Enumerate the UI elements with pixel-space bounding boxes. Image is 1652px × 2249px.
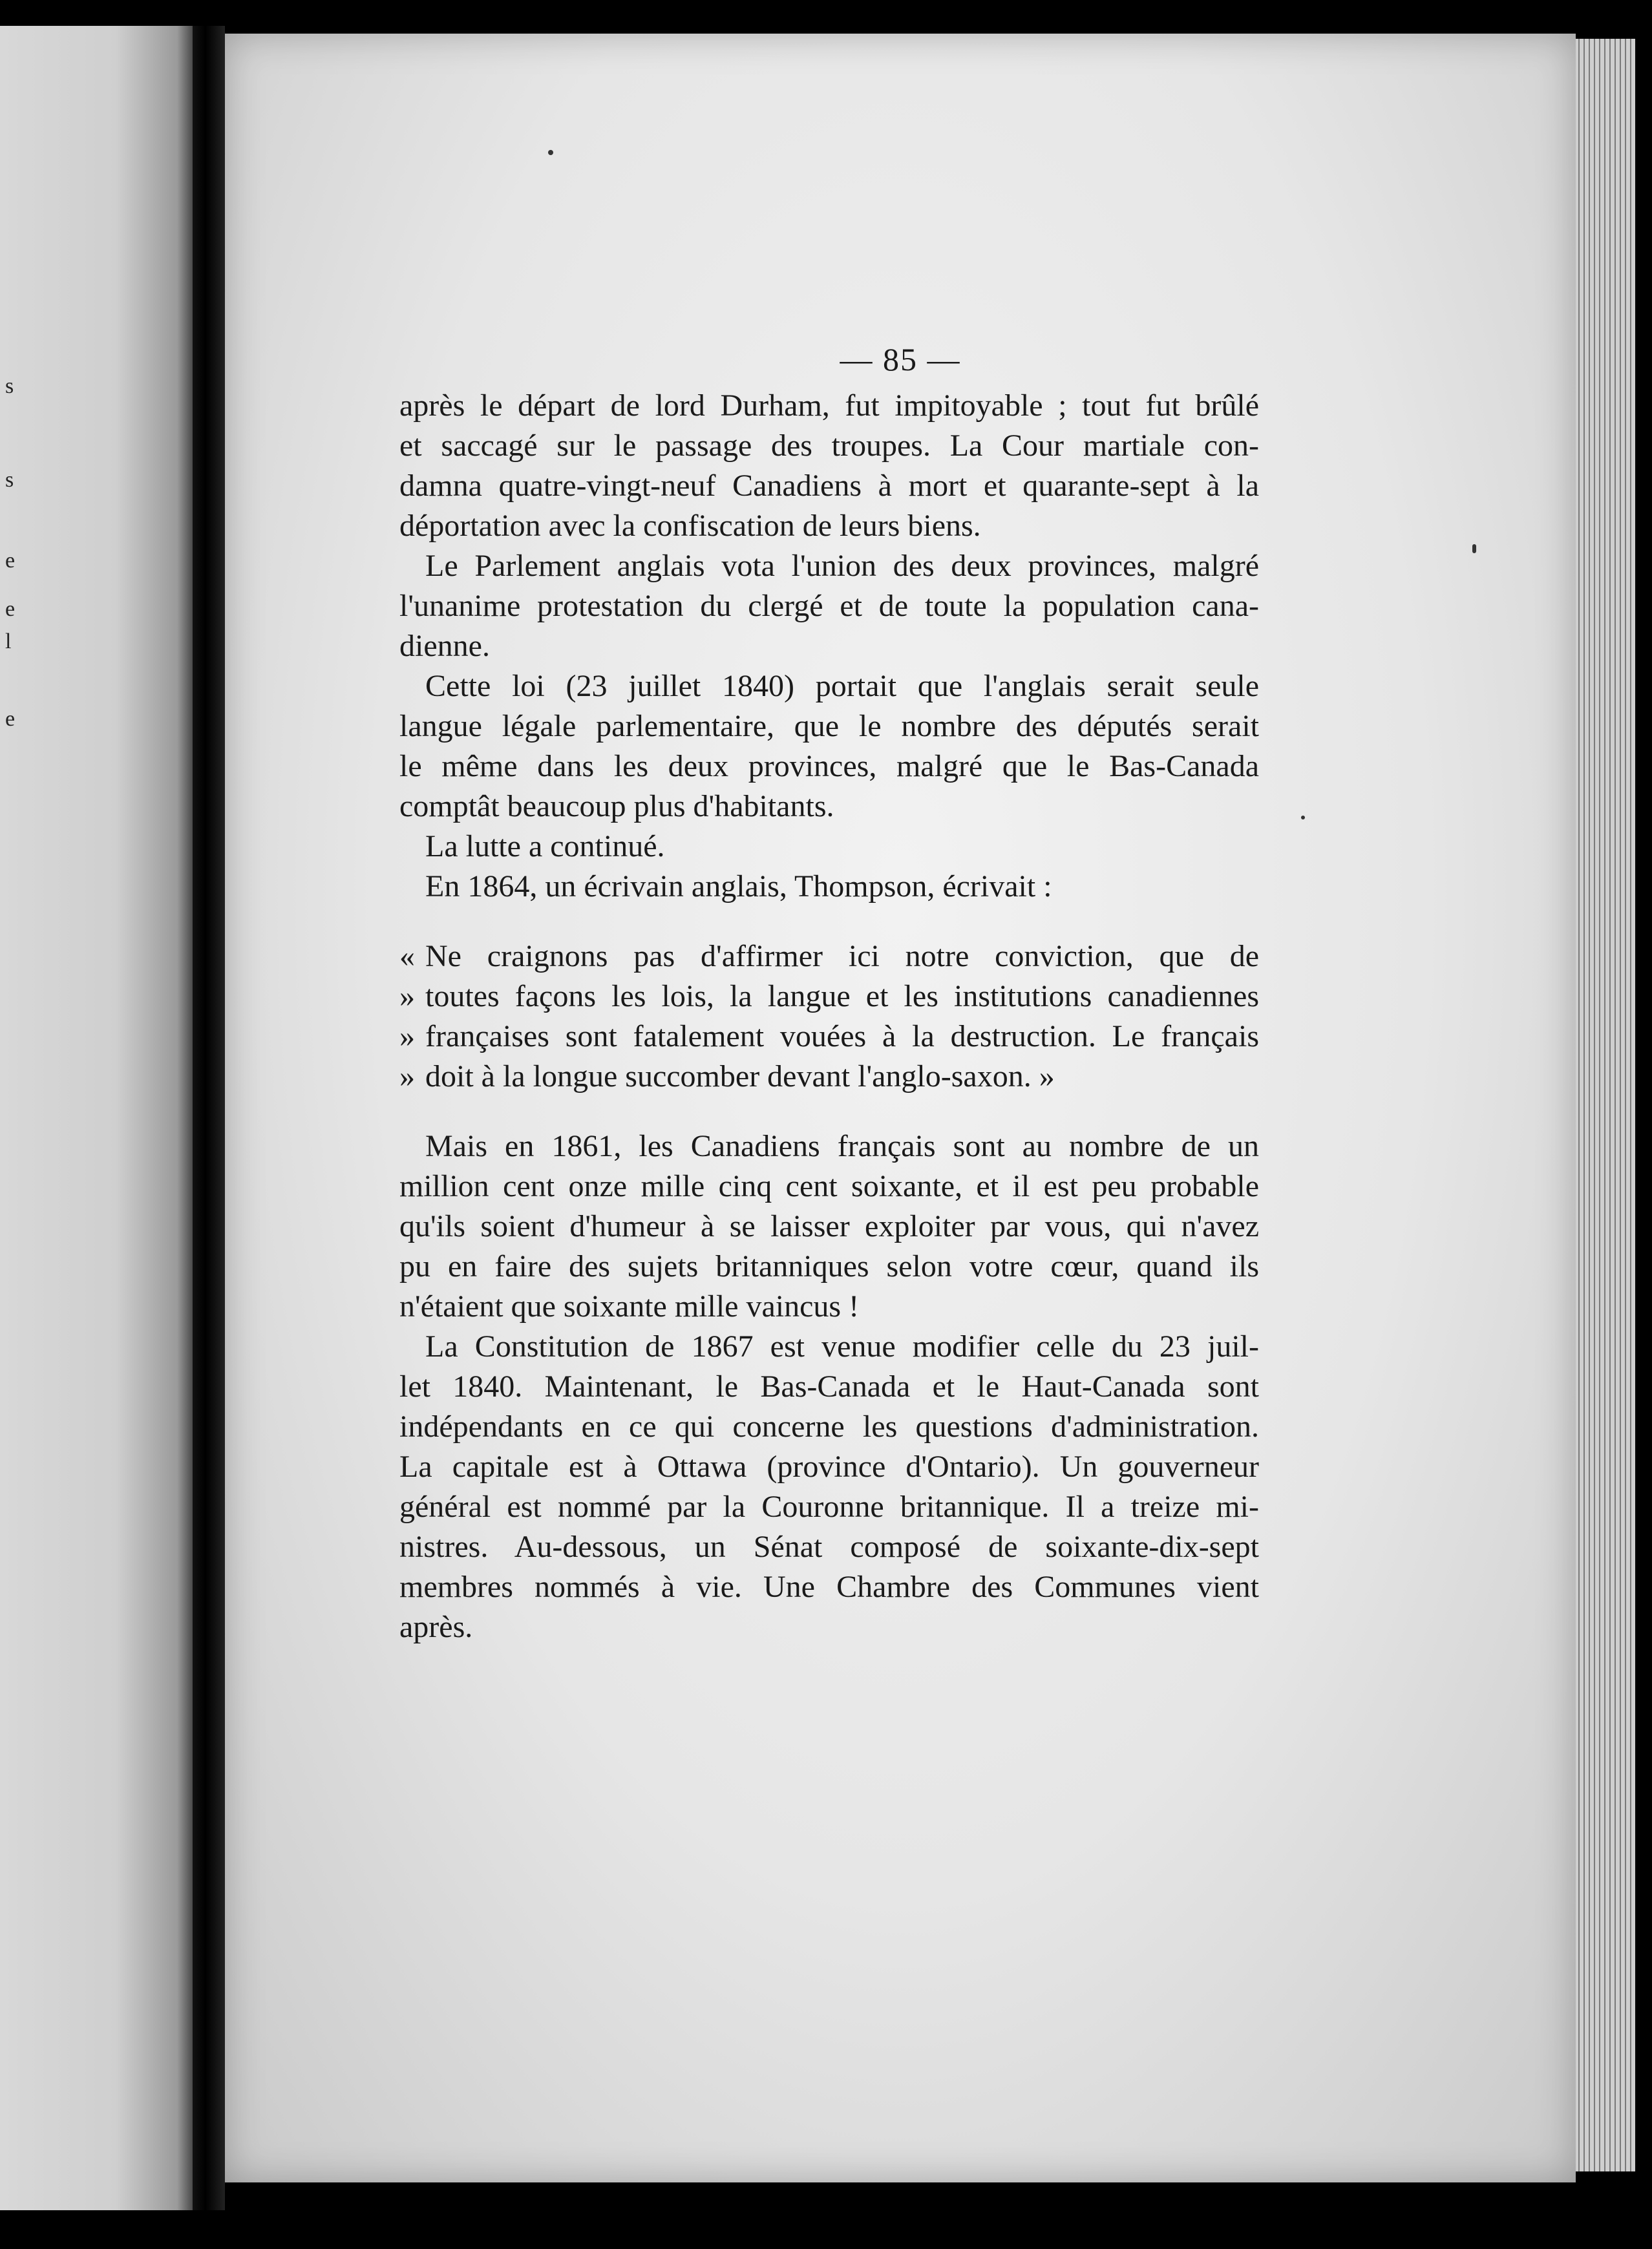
paragraph-2 bbox=[399, 546, 1259, 666]
text-line: comptât beaucoup plus d'habitants. bbox=[399, 789, 834, 823]
text-line: après. bbox=[399, 1610, 473, 1644]
guillemet: » bbox=[399, 1059, 415, 1093]
text-line: général est nommé par la Couronne britannique. Il a treize mi- bbox=[399, 1490, 1259, 1524]
guillemet: » bbox=[399, 979, 415, 1013]
text-line: pu en faire des sujets britanniques selon votre cœur, quand ils bbox=[399, 1249, 1259, 1283]
text-line: En 1864, un écrivain anglais, Thompson, écrivait : bbox=[425, 869, 1052, 903]
text-line: La Constitution de 1867 est venue modifier celle du 23 juil- bbox=[425, 1329, 1259, 1364]
text-line: let 1840. Maintenant, le Bas-Canada et le Haut-Canada sont bbox=[399, 1369, 1259, 1404]
quote-line bbox=[399, 1017, 1259, 1057]
text-line: langue légale parlementaire, que le nombre des députés serait bbox=[399, 709, 1259, 743]
guillemet: » bbox=[399, 1019, 415, 1053]
text-line: million cent onze mille cinq cent soixante, et il est peu probable bbox=[399, 1169, 1259, 1203]
text-line: l'unanime protestation du clergé et de toute la population cana- bbox=[399, 589, 1259, 623]
text-line: qu'ils soient d'humeur à se laisser exploiter par vous, qui n'avez bbox=[399, 1209, 1259, 1243]
text-line: damna quatre-vingt-neuf Canadiens à mort et quarante-sept à la bbox=[399, 469, 1259, 503]
book-gutter bbox=[193, 26, 225, 2210]
quote-text: françaises sont fatalement vouées à la destruction. Le français bbox=[425, 1019, 1259, 1053]
text-line: La lutte a continué. bbox=[425, 829, 665, 863]
text-line: dienne. bbox=[399, 629, 490, 663]
guillemet: « bbox=[399, 939, 415, 973]
paragraph-7 bbox=[399, 1327, 1259, 1647]
ink-speck bbox=[1301, 816, 1305, 819]
left-page-fragment: e bbox=[5, 707, 16, 731]
page-text bbox=[399, 386, 1259, 1647]
spacer bbox=[399, 1097, 1259, 1126]
page-number: — 85 — bbox=[840, 341, 961, 377]
paragraph-6 bbox=[399, 1126, 1259, 1327]
paragraph-5 bbox=[399, 867, 1259, 907]
left-page-fragment: e bbox=[5, 597, 16, 621]
left-page-fragment: l bbox=[5, 629, 12, 653]
left-page-edge bbox=[0, 26, 193, 2210]
text-line: nistres. Au-dessous, un Sénat composé de soixante-dix-sept bbox=[399, 1530, 1259, 1564]
text-line: La capitale est à Ottawa (province d'Ontario). Un gouverneur bbox=[399, 1450, 1259, 1484]
quote-line bbox=[399, 1057, 1259, 1097]
ink-speck bbox=[548, 150, 553, 155]
block-quote bbox=[399, 936, 1259, 1097]
text-line: le même dans les deux provinces, malgré que le Bas-Canada bbox=[399, 749, 1259, 783]
quote-line bbox=[399, 977, 1259, 1017]
book-page bbox=[225, 34, 1576, 2182]
text-line: membres nommés à vie. Une Chambre des Communes vient bbox=[399, 1570, 1259, 1604]
paragraph-1 bbox=[399, 386, 1259, 546]
text-line: indépendants en ce qui concerne les questions d'administration. bbox=[399, 1410, 1259, 1444]
text-line: Cette loi (23 juillet 1840) portait que l'anglais serait seule bbox=[425, 669, 1259, 703]
left-page-fragment: e bbox=[5, 549, 16, 573]
quote-text: Ne craignons pas d'affirmer ici notre conviction, que de bbox=[425, 939, 1259, 973]
text-line: déportation avec la confiscation de leurs biens. bbox=[399, 509, 981, 543]
spacer bbox=[399, 907, 1259, 936]
text-line: Mais en 1861, les Canadiens français sont au nombre de un bbox=[425, 1129, 1259, 1163]
text-line: Le Parlement anglais vota l'union des deux provinces, malgré bbox=[425, 549, 1259, 583]
paragraph-3 bbox=[399, 666, 1259, 827]
left-page-fragment: s bbox=[5, 374, 14, 398]
text-line: n'étaient que soixante mille vaincus ! bbox=[399, 1289, 860, 1324]
text-line: et saccagé sur le passage des troupes. La Cour martiale con- bbox=[399, 428, 1259, 463]
quote-line bbox=[399, 936, 1259, 977]
quote-text: doit à la longue succomber devant l'anglo-saxon. » bbox=[425, 1059, 1055, 1093]
left-page-fragment: s bbox=[5, 468, 14, 492]
text-line: après le départ de lord Durham, fut impitoyable ; tout fut brûlé bbox=[399, 388, 1259, 423]
ink-speck bbox=[1472, 544, 1476, 553]
quote-text: toutes façons les lois, la langue et les institutions canadiennes bbox=[425, 979, 1259, 1013]
paragraph-4 bbox=[399, 827, 1259, 867]
